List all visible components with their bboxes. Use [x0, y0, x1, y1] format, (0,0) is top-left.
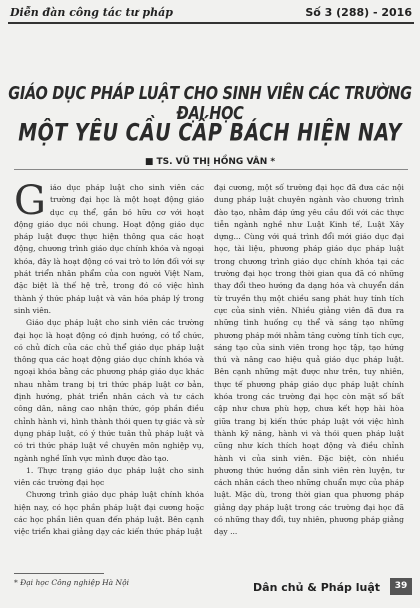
author-affiliation-footnote: * Đại học Công nghiệp Hà Nội — [14, 578, 129, 587]
body-column-right — [214, 182, 404, 539]
paragraph: Giáo dục pháp luật cho sinh viên các trường đại học là hoạt động có định hướng, có tổ chức, có chủ đích của các chủ thể giáo dục pháp luật thông qua các hoạt động giáo dục chính khóa và ngoại khóa bằng các phương pháp giáo dục khác nhau nhằm trang bị tri thức pháp luật cơ bản, định hướng, phát triển nhân cách và tư cách công dân, nâng cao nhận thức, góp phần điều chỉnh hành vi, hình thành thói quen tự giác và sử dụng pháp luật, có ý thức tuân thủ pháp luật và có tri thức pháp luật về chuyên môn nghiệp vụ, ngành nghề lĩnh vực mình được đào tạo. — [14, 318, 204, 463]
article-author: ■ TS. VŨ THỊ HỒNG VÂN * — [144, 157, 276, 167]
issue-number: Số 3 (288) - 2016 — [305, 6, 412, 19]
article-title-line1: GIÁO DỤC PHÁP LUẬT CHO SINH VIÊN CÁC TRƯỜNG ĐẠI HỌC — [8, 84, 412, 124]
footnote-divider — [14, 573, 104, 574]
article-title-line2: MỘT YÊU CẦU CẤP BÁCH HIỆN NAY — [18, 119, 402, 147]
paragraph — [14, 178, 204, 317]
paragraph: Chương trình giáo dục pháp luật chính khóa hiện nay, có học phần pháp luật đại cương hoặc các học phần liên quan đến pháp luật. Bên cạnh việc triển khai giảng dạy các kiến thức pháp luật — [14, 490, 204, 537]
paragraph-text: iáo dục pháp luật cho sinh viên các trường đại học là một hoạt động giáo dục cụ thể, gắn bó hữu cơ với hoạt động giáo dục nói chung. Hoạt động giáo dục pháp luật được thực hiện thông qua các hoạt động, chương trình giáo dục chính khóa và ngoại khóa, đây là hoạt động có vai trò to lớn đối với sự phát triển nhân phẩm của con người Việt Nam, đặc biệt là thế hệ trẻ, trong đó có việc hình thành ý thức pháp luật và văn hóa pháp lý trong sinh viên. — [14, 183, 204, 315]
header-divider — [8, 22, 414, 24]
journal-section-name: Diễn đàn công tác tư pháp — [10, 6, 173, 19]
author-divider — [14, 169, 408, 170]
section-heading: 1. Thực trạng giáo dục pháp luật cho sinh viên các trường đại học — [14, 465, 204, 488]
page-number: 39 — [390, 578, 412, 595]
body-column-left — [14, 178, 204, 539]
journal-name: Dân chủ & Pháp luật — [253, 581, 380, 594]
drop-cap: G — [14, 178, 46, 224]
paragraph: đại cương, một số trường đại học đã đưa các nội dung pháp luật chuyên ngành vào chương trình đào tạo, nhằm đáp ứng yêu cầu đối với các thực tiễn ngành nghề như Luật Kinh tế, Luật Xây dựng... Cùng với quá trình đổi mới giáo dục đại học, tài liệu, phương pháp giáo dục pháp luật trong chương trình giáo dục chính khóa tại các trường đại học trong thời gian qua đã có những thay đổi theo hướng đa dạng hóa và chuyển dần từ truyền thụ một chiều sang phát huy tính tích cực của sinh viên. Nhiều giảng viên đã đưa ra những tình huống cụ thể và sáng tạo những phương pháp mới nhằm tăng cường tính tích cực, sáng tạo của sinh viên trong học tập, tạo hứng thú và nâng cao hiệu quả giáo dục pháp luật. Bên cạnh những mặt được như trên, tuy nhiên, thực tế phương pháp giáo dục pháp luật chính khóa trong các trường đại học còn mặt số bất cập như chưa phù hợp, chưa kết hợp hài hòa giữa trang bị kiến thức pháp luật với việc hình thành kỹ năng, hành vi và thói quen pháp luật cũng như kích thích hoạt động và điều chỉnh hành vi của sinh viên. Đặc biệt, còn nhiều phương thức hướng dẫn sinh viên rèn luyện, tư cách nhân cách theo những chuẩn mực của pháp luật. Mặc dù, trong thời gian qua phương pháp giảng dạy pháp luật trong các trường đại học đã có những thay đổi, tuy nhiên, phương pháp giảng dạy ... — [214, 183, 404, 537]
